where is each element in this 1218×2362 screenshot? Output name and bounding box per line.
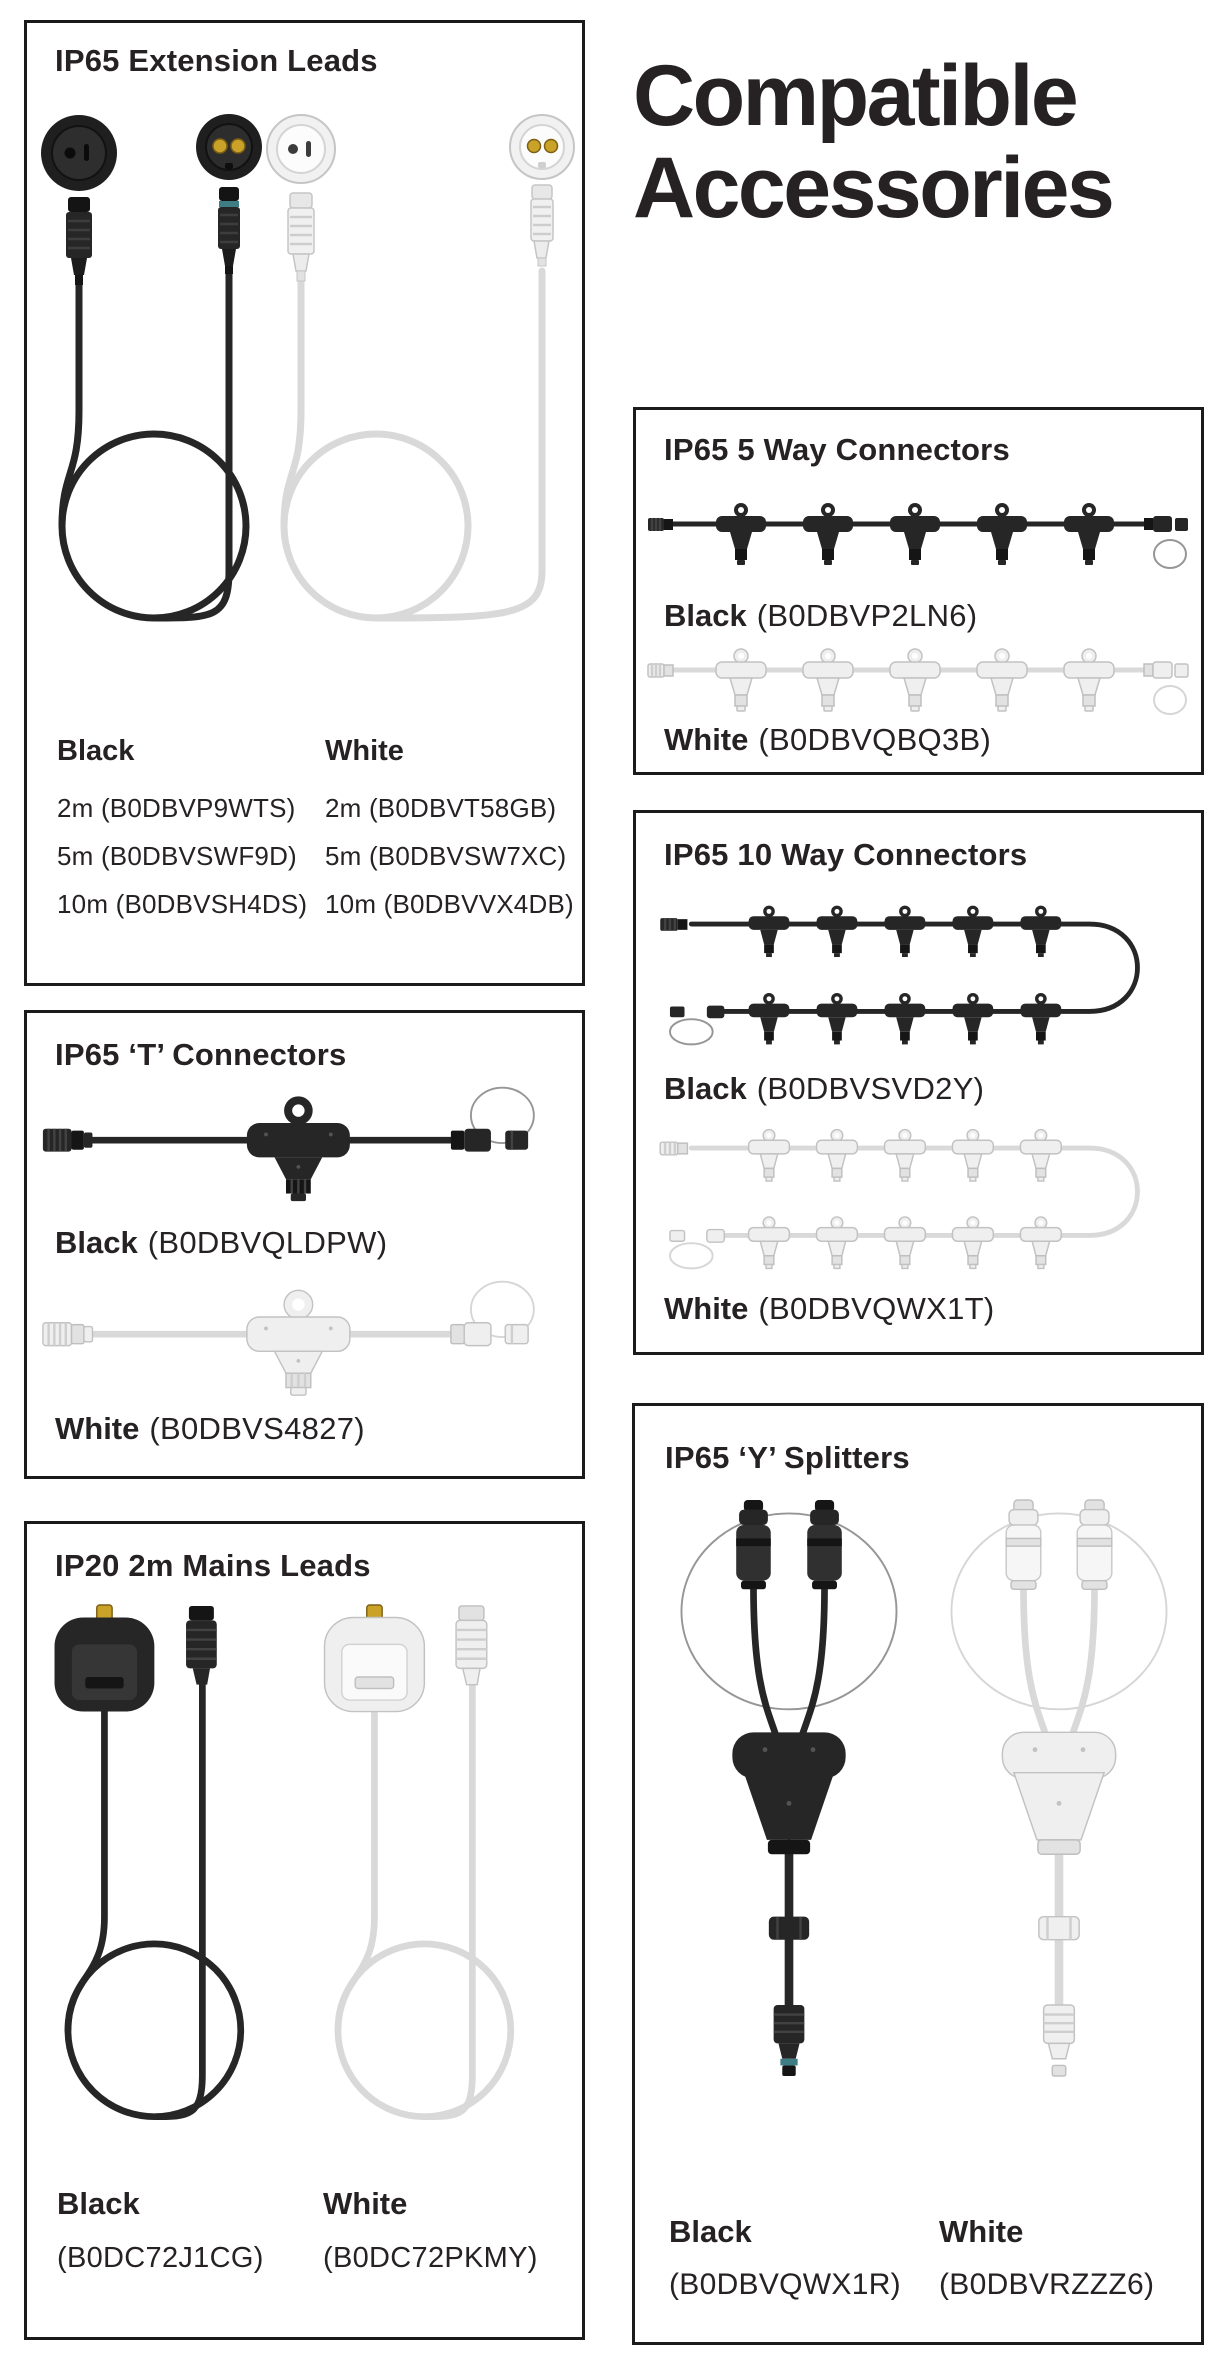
t-drop — [952, 1130, 993, 1181]
variant-label-white: White — [939, 2214, 1024, 2249]
panel-title-5-way: IP65 5 Way Connectors — [664, 432, 1010, 467]
end-connector-left — [648, 518, 673, 531]
extension-black-column — [57, 735, 307, 928]
variant-label-black: Black — [664, 598, 747, 633]
panel-t-connectors — [24, 1010, 585, 1479]
variant-label-white: White — [664, 722, 749, 757]
ten-way-black-illustration — [654, 891, 1184, 1058]
variant-label-white: White — [323, 2186, 408, 2221]
t-drop — [977, 503, 1027, 565]
screw-connector — [456, 1606, 487, 1685]
variant-label-white: White — [664, 1291, 749, 1326]
t-drop — [1064, 649, 1114, 711]
t-drop — [1020, 1130, 1061, 1181]
female-socket-left — [736, 1500, 771, 1589]
variant-label-black: Black — [57, 735, 135, 767]
uk-plug — [55, 1605, 155, 1712]
five-way-white-line — [664, 722, 991, 758]
size-code-black-2m: 2m (B0DBVP9WTS) — [57, 793, 296, 823]
black-plug-body — [66, 197, 92, 285]
variant-label-black: Black — [664, 1071, 747, 1106]
variant-label-black: Black — [669, 2214, 752, 2249]
t-drop — [817, 906, 858, 957]
t-drop — [1020, 906, 1061, 957]
mains-lead-black-illustration — [43, 1600, 283, 2162]
t-drop — [890, 649, 940, 711]
t-drop — [952, 906, 993, 957]
white-male-connector-face-icon — [510, 115, 574, 179]
extension-leads-illustration — [37, 81, 582, 721]
female-socket-right — [1077, 1500, 1112, 1589]
variant-label-white: White — [325, 735, 404, 767]
t-connector-black-line — [55, 1225, 387, 1261]
panel-10-way-connectors — [633, 810, 1204, 1355]
size-code-black-10m: 10m (B0DBVSH4DS) — [57, 889, 308, 919]
end-connector-right — [1144, 662, 1188, 714]
male-connector-bottom — [1044, 2005, 1075, 2076]
black-extension-lead-cable — [62, 273, 246, 618]
page-title — [633, 50, 1112, 234]
panel-title-y-splitters: IP65 ‘Y’ Splitters — [665, 1440, 910, 1475]
t-body — [247, 1096, 350, 1201]
male-connector-left — [43, 1129, 93, 1152]
product-code-black: (B0DC72J1CG) — [57, 2242, 264, 2274]
y-body — [1002, 1732, 1115, 1854]
t-connector-white-line — [55, 1411, 365, 1447]
product-code-white: (B0DBVQBQ3B) — [758, 722, 992, 757]
t-drop — [952, 993, 993, 1044]
t-drop — [1020, 993, 1061, 1044]
size-code-white-5m: 5m (B0DBVSW7XC) — [325, 841, 567, 871]
t-drop — [1064, 503, 1114, 565]
white-female-connector-face-icon — [267, 115, 335, 183]
female-connector-right — [451, 1323, 528, 1346]
end-connector-top-left — [660, 1142, 687, 1155]
white-extension-lead-cable — [284, 271, 542, 618]
t-drop — [977, 649, 1027, 711]
black-female-connector-face-icon — [41, 115, 117, 191]
y-body — [732, 1732, 845, 1854]
t-connector-black-illustration — [41, 1079, 551, 1208]
y-splitter-white-illustration — [939, 1498, 1179, 2151]
male-connector-bottom — [774, 2005, 805, 2076]
product-code-white: (B0DBVQWX1T) — [758, 1291, 995, 1326]
t-drop — [885, 1217, 926, 1268]
t-drop — [885, 1130, 926, 1181]
panel-y-splitters — [632, 1403, 1204, 2345]
female-socket-left — [1006, 1500, 1041, 1589]
y-splitter-black-illustration — [669, 1498, 909, 2151]
t-drop — [803, 503, 853, 565]
t-connector-white-illustration — [41, 1273, 551, 1402]
ten-way-white-illustration — [654, 1115, 1184, 1282]
t-drop — [749, 1130, 790, 1181]
t-drop — [716, 503, 766, 565]
panel-title-10-way: IP65 10 Way Connectors — [664, 837, 1028, 872]
mains-lead-white-illustration — [313, 1600, 553, 2162]
five-way-black-illustration — [646, 492, 1191, 592]
t-body — [247, 1290, 350, 1395]
product-code-black: (B0DBVQLDPW) — [147, 1225, 388, 1260]
t-drop — [749, 906, 790, 957]
page-title-line1: Compatible — [633, 48, 1077, 144]
t-drop — [817, 1130, 858, 1181]
panel-mains-leads — [24, 1521, 585, 2340]
white-plug-body — [531, 185, 553, 266]
t-drop — [885, 906, 926, 957]
female-connector-right — [451, 1129, 528, 1152]
product-code-black: (B0DBVP2LN6) — [756, 598, 978, 633]
product-code-white: (B0DBVS4827) — [149, 1411, 365, 1446]
panel-title-mains-leads: IP20 2m Mains Leads — [55, 1548, 371, 1583]
end-connector-right — [1144, 516, 1188, 568]
t-drop — [749, 1217, 790, 1268]
t-drop — [749, 993, 790, 1044]
male-connector-left — [43, 1323, 93, 1346]
extension-white-column — [325, 735, 574, 928]
t-drop — [885, 993, 926, 1044]
product-code-white: (B0DBVRZZZ6) — [939, 2268, 1155, 2301]
panel-extension-leads — [24, 20, 585, 986]
panel-title-t-connectors: IP65 ‘T’ Connectors — [55, 1037, 347, 1072]
ten-way-white-line — [664, 1291, 995, 1327]
variant-label-black: Black — [57, 2186, 140, 2221]
panel-5-way-connectors — [633, 407, 1204, 775]
panel-title-extension-leads: IP65 Extension Leads — [55, 43, 378, 78]
mid-cable-nut — [769, 1917, 809, 1940]
product-code-black: (B0DBVSVD2Y) — [756, 1071, 985, 1106]
t-drop — [952, 1217, 993, 1268]
page-title-line2: Accessories — [633, 140, 1113, 236]
black-male-connector-face-icon — [196, 114, 262, 180]
size-code-black-5m: 5m (B0DBVSWF9D) — [57, 841, 297, 871]
five-way-black-line — [664, 598, 977, 634]
end-connector-top-left — [660, 918, 687, 931]
product-code-black: (B0DBVQWX1R) — [669, 2268, 901, 2301]
product-code-white: (B0DC72PKMY) — [323, 2242, 538, 2274]
variant-label-white: White — [55, 1411, 140, 1446]
ten-way-black-line — [664, 1071, 984, 1107]
female-socket-right — [807, 1500, 842, 1589]
mid-cable-nut — [1039, 1917, 1079, 1940]
size-code-white-10m: 10m (B0DBVVX4DB) — [325, 889, 574, 919]
end-cap-bottom-left — [670, 1006, 724, 1045]
uk-plug — [325, 1605, 425, 1712]
t-drop — [817, 993, 858, 1044]
t-drop — [817, 1217, 858, 1268]
t-drop — [1020, 1217, 1061, 1268]
screw-connector — [186, 1606, 217, 1685]
variant-label-black: Black — [55, 1225, 138, 1260]
t-drop — [803, 649, 853, 711]
t-drop — [890, 503, 940, 565]
end-cap-bottom-left — [670, 1230, 724, 1269]
white-threaded-body — [288, 193, 314, 281]
size-code-white-2m: 2m (B0DBVT58GB) — [325, 793, 557, 823]
t-drop — [716, 649, 766, 711]
end-connector-left — [648, 664, 673, 677]
black-threaded-body — [218, 187, 240, 274]
